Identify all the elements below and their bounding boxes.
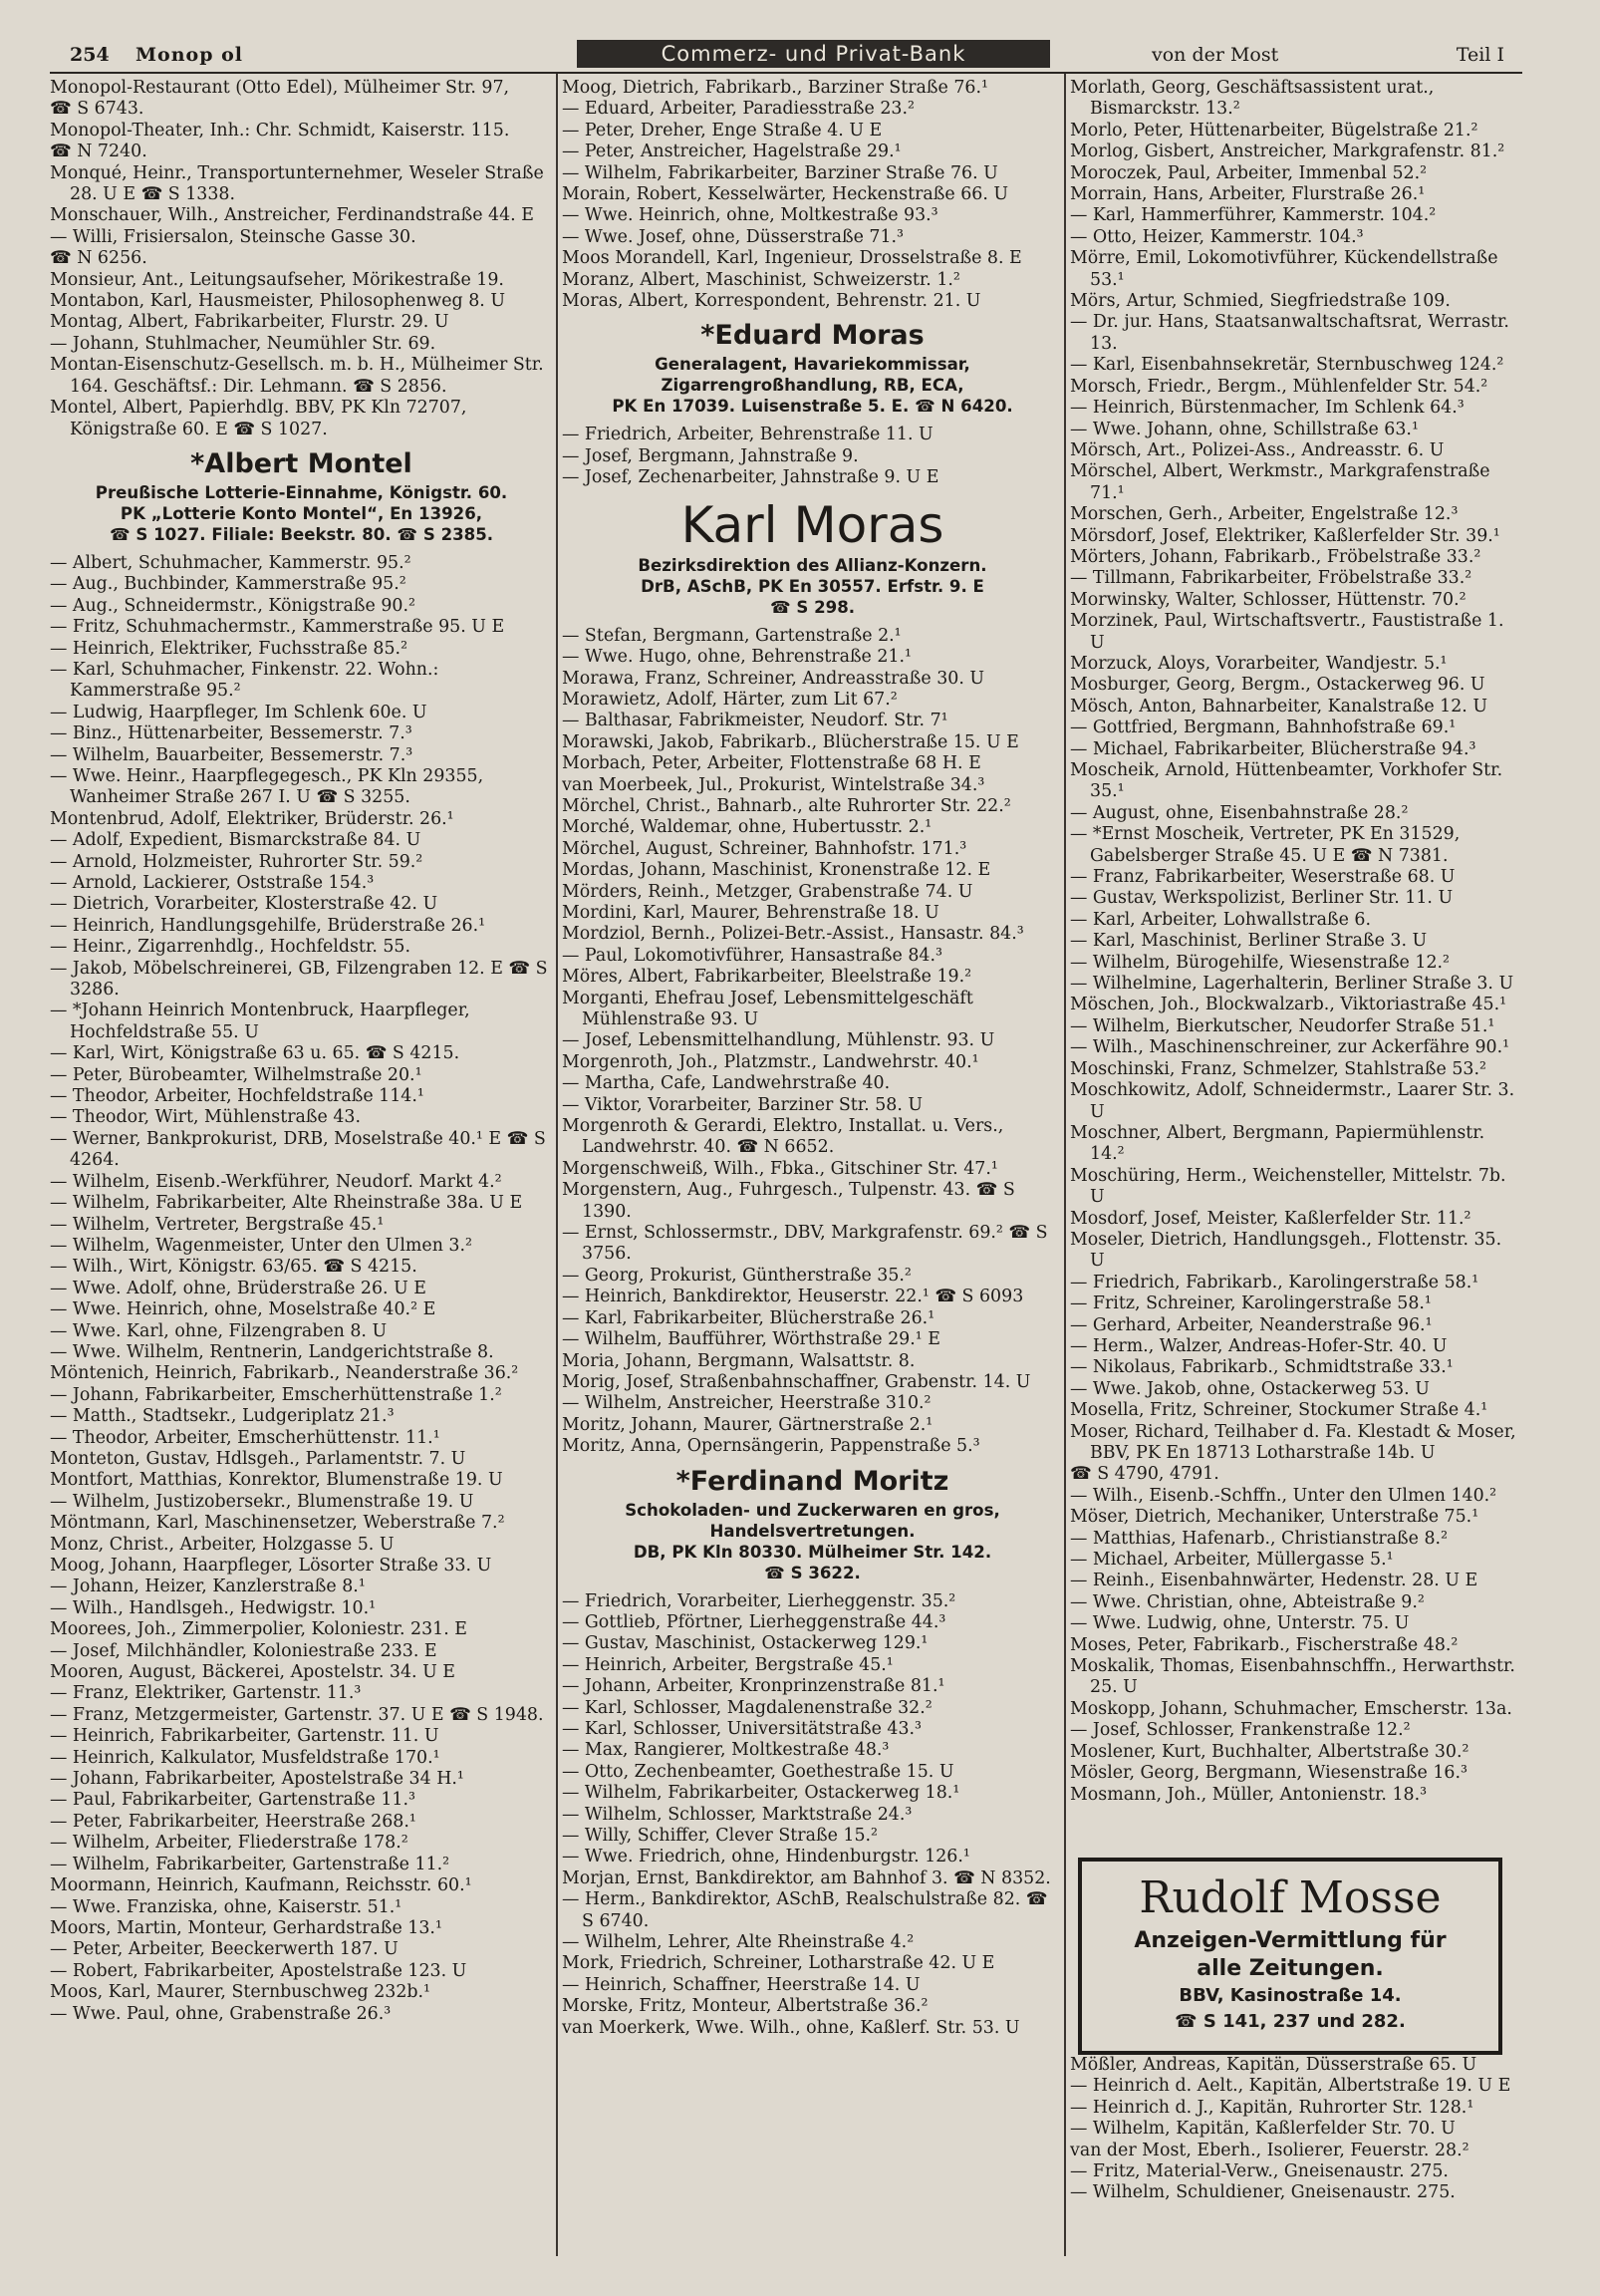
directory-entry: Morjan, Ernst, Bankdirektor, am Bahnhof 3. ☎ N 8352. bbox=[562, 1867, 1051, 1888]
directory-entry: — Wilhelm, Wagenmeister, Unter den Ulmen 3.² bbox=[50, 1235, 472, 1256]
directory-entry: ☎ S 4790, 4791. bbox=[1070, 1464, 1219, 1485]
directory-entry: Morawa, Franz, Schreiner, Andreasstraße 30. U bbox=[562, 668, 985, 689]
directory-entry: Moschüring, Herm., Weichensteller, Mittelstr. 7b. U bbox=[1070, 1165, 1506, 1208]
column-left bbox=[50, 78, 553, 2025]
directory-entry: — Johann, Fabrikarbeiter, Emscherhüttenstraße 1.² bbox=[50, 1384, 502, 1405]
directory-entry: — Heinrich, Fabrikarbeiter, Gartenstr. 11. U bbox=[50, 1726, 439, 1747]
directory-entry: — Johann, Stuhlmacher, Neumühler Str. 69. bbox=[50, 333, 436, 354]
ad-name: *Ferdinand Moritz bbox=[675, 1465, 949, 1497]
directory-entry: — Friedrich, Arbeiter, Behrenstraße 11. U bbox=[562, 425, 933, 445]
directory-entry: — Wilhelm, Bierkutscher, Neudorfer Straße 51.¹ bbox=[1070, 1015, 1495, 1036]
directory-entry: Montel, Albert, Papierhdlg. BBV, PK Kln 72707, Königstraße 60. E ☎ S 1027. bbox=[50, 398, 467, 439]
column-middle bbox=[562, 78, 1063, 2039]
column-divider bbox=[556, 74, 558, 2256]
advertisement-ad4 bbox=[562, 1464, 1063, 1583]
directory-entry: Monschauer, Wilh., Anstreicher, Ferdinandstraße 44. E bbox=[50, 205, 534, 226]
directory-entry: Moser, Richard, Teilhaber d. Fa. Klestadt & Moser, BBV, PK En 18713 Lotharstraße 14b. U bbox=[1070, 1421, 1516, 1463]
directory-entry: Moog, Johann, Haarpfleger, Lösorter Straße 33. U bbox=[50, 1556, 492, 1576]
directory-entry: — Wwe. Heinrich, ohne, Moselstraße 40.² E bbox=[50, 1299, 436, 1320]
directory-entry: — Wwe. Christian, ohne, Abteistraße 9.² bbox=[1070, 1591, 1425, 1612]
page-header bbox=[46, 40, 1520, 68]
directory-entry: Mooren, August, Bäckerei, Apostelstr. 34. U E bbox=[50, 1662, 455, 1683]
directory-entry: Mörters, Johann, Fabrikarb., Fröbelstraße 33.² bbox=[1070, 546, 1481, 567]
advertisement-ad2 bbox=[562, 318, 1063, 417]
running-head-left: Monop ol bbox=[135, 44, 243, 66]
directory-entry: — Michael, Arbeiter, Müllergasse 5.¹ bbox=[1070, 1550, 1394, 1571]
directory-entry: — Wwe. Franziska, ohne, Kaiserstr. 51.¹ bbox=[50, 1896, 402, 1917]
directory-entry: — Viktor, Vorarbeiter, Barziner Str. 58. U bbox=[562, 1094, 924, 1115]
directory-entry: van der Most, Eberh., Isolierer, Feuerstr. 28.² bbox=[1070, 2140, 1469, 2160]
directory-entry: Möser, Dietrich, Mechaniker, Unterstraße 75.¹ bbox=[1070, 1507, 1479, 1528]
directory-entry: Moos, Karl, Maurer, Sternbuschweg 232b.¹ bbox=[50, 1982, 431, 2003]
ad-line: Schokoladen- und Zuckerwaren en gros, bbox=[625, 1500, 1000, 1520]
ad-line: DrB, ASchB, PK En 30557. Erfstr. 9. E bbox=[641, 576, 984, 596]
directory-entry: Morché, Waldemar, ohne, Hubertusstr. 2.¹ bbox=[562, 817, 933, 838]
ad-line: DB, PK Kln 80330. Mülheimer Str. 142. bbox=[633, 1542, 992, 1562]
directory-entry: — Wilhelm, Fabrikarbeiter, Alte Rheinstraße 38a. U E bbox=[50, 1193, 523, 1214]
directory-entry: Moors, Martin, Monteur, Gerhardstraße 13.¹ bbox=[50, 1917, 442, 1938]
box-phone: ☎ S 141, 237 und 282. bbox=[1175, 2010, 1406, 2032]
directory-entry: — Heinrich, Bankdirektor, Heuserstr. 22.¹ ☎ S 6093 bbox=[562, 1287, 1024, 1307]
directory-entry: — Wilhelm, Eisenb.-Werkführer, Neudorf. Markt 4.² bbox=[50, 1171, 502, 1192]
directory-entry: — Heinrich, Elektriker, Fuchsstraße 85.² bbox=[50, 638, 408, 659]
directory-entry: — Wwe. Heinr., Haarpflegegesch., PK Kln 29355, Wanheimer Straße 267 I. U ☎ S 3255. bbox=[50, 765, 484, 808]
directory-entry: — Wilh., Handlsgeh., Hedwigstr. 10.¹ bbox=[50, 1597, 377, 1618]
ad-line: Handelsvertretungen. bbox=[709, 1521, 916, 1541]
directory-entry: — Theodor, Wirt, Mühlenstraße 43. bbox=[50, 1107, 361, 1128]
directory-entry: Moschkowitz, Adolf, Schneidermstr., Laarer Str. 3. U bbox=[1070, 1080, 1515, 1122]
directory-entry: — Wilhelm, Fabrikarbeiter, Barziner Straße 76. U bbox=[562, 162, 998, 183]
directory-entry: — Karl, Schlosser, Universitätstraße 43.³ bbox=[562, 1718, 923, 1739]
directory-entry: — Wilhelm, Baufführer, Wörthstraße 29.¹ E bbox=[562, 1329, 940, 1350]
directory-entry: — Wilhelm, Vertreter, Bergstraße 45.¹ bbox=[50, 1214, 385, 1235]
directory-entry: — Gottfried, Bergmann, Bahnhofstraße 69.¹ bbox=[1070, 718, 1457, 738]
directory-entry: — Josef, Milchhändler, Koloniestraße 233. E bbox=[50, 1640, 437, 1661]
directory-entry: Mordziol, Bernh., Polizei-Betr.-Assist., Hansastr. 84.³ bbox=[562, 924, 1024, 945]
ad-line: PK „Lotterie Konto Montel“, En 13926, bbox=[120, 503, 483, 523]
directory-entry: — Otto, Zechenbeamter, Goethestraße 15. U bbox=[562, 1761, 954, 1782]
directory-entry: — Wilh., Maschinenschreiner, zur Ackerfähre 90.¹ bbox=[1070, 1037, 1510, 1058]
running-head-right: von der Most bbox=[1152, 44, 1279, 66]
ad-name: Karl Moras bbox=[680, 495, 944, 554]
directory-entry: — Gerhard, Arbeiter, Neanderstraße 96.¹ bbox=[1070, 1314, 1433, 1335]
directory-entry: — Karl, Maschinist, Berliner Straße 3. U bbox=[1070, 931, 1428, 952]
ad-line: ☎ S 1027. Filiale: Beekstr. 80. ☎ S 2385. bbox=[109, 524, 494, 544]
directory-entry: Möschen, Joh., Blockwalzarb., Viktoriastraße 45.¹ bbox=[1070, 995, 1507, 1015]
directory-entry: — Wilhelm, Fabrikarbeiter, Gartenstraße 11.² bbox=[50, 1854, 450, 1874]
directory-entry: Moog, Dietrich, Fabrikarb., Barziner Straße 76.¹ bbox=[562, 78, 988, 98]
directory-entry: — Heinrich d. Aelt., Kapitän, Albertstraße 19. U E bbox=[1070, 2076, 1511, 2097]
directory-entry: Möntenich, Heinrich, Fabrikarb., Neanderstraße 36.² bbox=[50, 1363, 519, 1384]
directory-entry: — Heinrich, Bürstenmacher, Im Schlenk 64.³ bbox=[1070, 398, 1465, 419]
directory-entry: Mosella, Fritz, Schreiner, Stockumer Straße 4.¹ bbox=[1070, 1400, 1488, 1421]
directory-entry: Montag, Albert, Fabrikarbeiter, Flurstr. 29. U bbox=[50, 312, 449, 333]
directory-entry: Moses, Peter, Fabrikarb., Fischerstraße 48.² bbox=[1070, 1634, 1459, 1655]
ad-line: PK En 17039. Luisenstraße 5. E. ☎ N 6420. bbox=[612, 397, 1013, 417]
column-divider bbox=[1064, 74, 1066, 2256]
directory-entry: — Josef, Bergmann, Jahnstraße 9. bbox=[562, 445, 859, 466]
directory-entry: — Heinrich, Arbeiter, Bergstraße 45.¹ bbox=[562, 1654, 894, 1675]
directory-entry: — Wwe. Paul, ohne, Grabenstraße 26.³ bbox=[50, 2003, 392, 2024]
directory-entry: — Heinrich, Kalkulator, Musfeldstraße 170.¹ bbox=[50, 1747, 440, 1768]
directory-entry: Mörchel, Christ., Bahnarb., alte Ruhrorter Str. 22.² bbox=[562, 795, 1011, 816]
directory-entry: ☎ S 6743. bbox=[50, 99, 144, 120]
directory-entry: van Moerbeek, Jul., Prokurist, Wintelstraße 34.³ bbox=[562, 774, 985, 795]
directory-entry: — Wwe. Adolf, ohne, Brüderstraße 26. U E bbox=[50, 1278, 426, 1298]
directory-entry: — Martha, Cafe, Landwehrstraße 40. bbox=[562, 1073, 891, 1094]
directory-entry: Monz, Christ., Arbeiter, Holzgasse 5. U bbox=[50, 1534, 395, 1555]
directory-entry: Montabon, Karl, Hausmeister, Philosophenweg 8. U bbox=[50, 291, 505, 312]
directory-entry: ☎ N 6256. bbox=[50, 248, 147, 269]
directory-entry: Moritz, Johann, Maurer, Gärtnerstraße 2.¹ bbox=[562, 1414, 933, 1435]
directory-entry: — Wwe. Heinrich, ohne, Moltkestraße 93.³ bbox=[562, 205, 938, 226]
directory-entry: Morlog, Gisbert, Anstreicher, Markgrafenstr. 81.² bbox=[1070, 142, 1505, 162]
directory-entry: — Wilhelm, Bürogehilfe, Wiesenstraße 12.² bbox=[1070, 952, 1451, 973]
directory-entry: Morgenroth & Gerardi, Elektro, Installat. u. Vers., Landwehrstr. 40. ☎ N 6652. bbox=[562, 1116, 1004, 1158]
directory-entry: — Matth., Stadtsekr., Ludgeriplatz 21.³ bbox=[50, 1406, 395, 1427]
directory-entry: ☎ N 7240. bbox=[50, 142, 147, 162]
directory-entry: — Peter, Fabrikarbeiter, Heerstraße 268.¹ bbox=[50, 1811, 416, 1832]
directory-entry: Moscheik, Arnold, Hüttenbeamter, Vorkhofer Str. 35.¹ bbox=[1070, 760, 1503, 802]
directory-entry: — Wwe. Ludwig, ohne, Unterstr. 75. U bbox=[1070, 1613, 1410, 1634]
directory-entry: Morbach, Peter, Arbeiter, Flottenstraße 68 H. E bbox=[562, 753, 981, 774]
directory-entry: — Johann, Arbeiter, Kronprinzenstraße 81.¹ bbox=[562, 1676, 945, 1697]
ad-line: ☎ S 298. bbox=[769, 597, 856, 617]
directory-entry: Moorees, Joh., Zimmerpolier, Koloniestr. 231. E bbox=[50, 1619, 467, 1640]
directory-entry: — Franz, Elektriker, Gartenstr. 11.³ bbox=[50, 1683, 362, 1704]
directory-entry: — Josef, Zechenarbeiter, Jahnstraße 9. U E bbox=[562, 467, 939, 488]
box-addr: BBV, Kasinostraße 14. bbox=[1179, 1984, 1402, 2006]
directory-entry: — Karl, Schlosser, Magdalenenstraße 32.² bbox=[562, 1697, 933, 1718]
directory-entry: — Wwe. Friedrich, ohne, Hindenburgstr. 126.¹ bbox=[562, 1847, 970, 1867]
directory-entry: — Fritz, Schuhmachermstr., Kammerstraße 95. U E bbox=[50, 617, 505, 638]
directory-entry: — Aug., Schneidermstr., Königstraße 90.² bbox=[50, 595, 415, 616]
directory-entry: — Peter, Bürobeamter, Wilhelmstraße 20.¹ bbox=[50, 1064, 422, 1085]
bank-banner: Commerz- und Privat-Bank bbox=[577, 40, 1050, 68]
ad-line: Zigarrengroßhandlung, RB, ECA, bbox=[661, 376, 964, 396]
directory-entry: — Karl, Schuhmacher, Finkenstr. 22. Wohn.: Kammerstraße 95.² bbox=[50, 659, 439, 702]
directory-entry: — Karl, Hammerführer, Kammerstr. 104.² bbox=[1070, 205, 1437, 226]
directory-entry: — Wilhelm, Arbeiter, Fliederstraße 178.² bbox=[50, 1833, 408, 1854]
directory-entry: — Gottlieb, Pförtner, Lierheggenstraße 44.³ bbox=[562, 1611, 946, 1632]
directory-entry: — Dr. jur. Hans, Staatsanwaltschaftsrat, Werrastr. 13. bbox=[1070, 312, 1509, 354]
directory-entry: Monopol-Restaurant (Otto Edel), Mülheimer Str. 97, bbox=[50, 78, 510, 98]
directory-entry: — Wilh., Wirt, Königstr. 63/65. ☎ S 4215. bbox=[50, 1257, 417, 1278]
directory-entry: van Moerkerk, Wwe. Wilh., ohne, Kaßlerf. Str. 53. U bbox=[562, 2017, 1020, 2038]
directory-entry: — Matthias, Hafenarb., Christianstraße 8.² bbox=[1070, 1528, 1449, 1549]
directory-entry: — August, ohne, Eisenbahnstraße 28.² bbox=[1070, 802, 1409, 823]
directory-entry: — Peter, Dreher, Enge Straße 4. U E bbox=[562, 120, 883, 141]
directory-entry: — Ernst, Schlossermstr., DBV, Markgrafenstr. 69.² ☎ S 3756. bbox=[562, 1223, 1048, 1265]
directory-entry: — Nikolaus, Fabrikarb., Schmidtstraße 33.¹ bbox=[1070, 1357, 1454, 1378]
directory-entry: Moormann, Heinrich, Kaufmann, Reichsstr. 60.¹ bbox=[50, 1875, 472, 1896]
directory-entry: Moranz, Albert, Maschinist, Schweizerstr. 1.² bbox=[562, 269, 960, 290]
directory-entry: Moroczek, Paul, Arbeiter, Immenbal 52.² bbox=[1070, 162, 1428, 183]
directory-entry: — Theodor, Arbeiter, Hochfeldstraße 114.¹ bbox=[50, 1086, 424, 1107]
directory-entry: — Werner, Bankprokurist, DRB, Moselstraße 40.¹ E ☎ S 4264. bbox=[50, 1128, 546, 1171]
directory-entry: — Wilhelm, Schlosser, Marktstraße 24.³ bbox=[562, 1804, 913, 1825]
directory-entry: Mörs, Artur, Schmied, Siegfriedstraße 109. bbox=[1070, 291, 1451, 312]
directory-entry: Morgenstern, Aug., Fuhrgesch., Tulpenstr. 43. ☎ S 1390. bbox=[562, 1180, 1015, 1222]
directory-entry: Monopol-Theater, Inh.: Chr. Schmidt, Kaiserstr. 115. bbox=[50, 120, 510, 141]
directory-entry: — Eduard, Arbeiter, Paradiesstraße 23.² bbox=[562, 99, 915, 120]
directory-entry: — Franz, Fabrikarbeiter, Weserstraße 68. U bbox=[1070, 867, 1456, 888]
directory-entry: — Reinh., Eisenbahnwärter, Hedenstr. 28. U E bbox=[1070, 1571, 1478, 1591]
directory-entry: Morschen, Gerh., Arbeiter, Engelstraße 12.³ bbox=[1070, 504, 1459, 525]
directory-entry: Morsch, Friedr., Bergm., Mühlenfelder Str. 54.² bbox=[1070, 376, 1488, 397]
directory-entry: — Josef, Schlosser, Frankenstraße 12.² bbox=[1070, 1720, 1411, 1741]
directory-entry: — Otto, Heizer, Kammerstr. 104.³ bbox=[1070, 226, 1364, 247]
directory-entry: — Wwe. Wilhelm, Rentnerin, Landgerichtstraße 8. bbox=[50, 1341, 494, 1362]
directory-entry: Moos Morandell, Karl, Ingenieur, Drosselstraße 8. E bbox=[562, 248, 1022, 269]
directory-entry: — Theodor, Arbeiter, Emscherhüttenstr. 11.¹ bbox=[50, 1427, 440, 1448]
ad-line: Preußische Lotterie-Einnahme, Königstr. 60. bbox=[95, 482, 508, 502]
directory-entry: Morrain, Hans, Arbeiter, Flurstraße 26.¹ bbox=[1070, 184, 1426, 205]
directory-entry: Mörsdorf, Josef, Elektriker, Kaßlerfelder Str. 39.¹ bbox=[1070, 525, 1500, 546]
directory-entry: — Wilhelm, Anstreicher, Heerstraße 310.² bbox=[562, 1393, 932, 1414]
directory-entry: — Herm., Bankdirektor, ASchB, Realschulstraße 82. ☎ S 6740. bbox=[562, 1889, 1048, 1931]
directory-entry: — Gustav, Maschinist, Ostackerweg 129.¹ bbox=[562, 1633, 929, 1654]
directory-entry: Morlath, Georg, Geschäftsassistent urat., Bismarckstr. 13.² bbox=[1070, 78, 1435, 120]
directory-entry: — Fritz, Material-Verw., Gneisenaustr. 275. bbox=[1070, 2160, 1449, 2181]
directory-entry: Monteton, Gustav, Hdlsgeh., Parlamentstr. 7. U bbox=[50, 1448, 466, 1469]
directory-entry: — Fritz, Schreiner, Karolingerstraße 58.¹ bbox=[1070, 1293, 1432, 1314]
directory-entry: Morgenschweiß, Wilh., Fbka., Gitschiner Str. 47.¹ bbox=[562, 1158, 998, 1179]
directory-entry: — Heinrich, Handlungsgehilfe, Brüderstraße 26.¹ bbox=[50, 915, 486, 936]
directory-entry: Morganti, Ehefrau Josef, Lebensmittelgeschäft Mühlenstraße 93. U bbox=[562, 988, 973, 1029]
directory-entry: — Peter, Anstreicher, Hagelstraße 29.¹ bbox=[562, 142, 902, 162]
directory-entry: — Wwe. Karl, ohne, Filzengraben 8. U bbox=[50, 1320, 388, 1341]
directory-entry: — Aug., Buchbinder, Kammerstraße 95.² bbox=[50, 574, 406, 595]
directory-entry: — Wwe. Josef, ohne, Düsserstraße 71.³ bbox=[562, 226, 905, 247]
directory-entry: — Binz., Hüttenarbeiter, Bessemerstr. 7.³ bbox=[50, 723, 412, 744]
directory-entry: Mork, Friedrich, Schreiner, Lotharstraße 42. U E bbox=[562, 1953, 995, 1974]
directory-entry: Mösler, Georg, Bergmann, Wiesenstraße 16.³ bbox=[1070, 1763, 1467, 1784]
directory-entry: — Wilhelm, Lehrer, Alte Rheinstraße 4.² bbox=[562, 1932, 915, 1953]
directory-entry: — Josef, Lebensmittelhandlung, Mühlenstr. 93. U bbox=[562, 1030, 995, 1051]
directory-entry: Mößler, Andreas, Kapitän, Düsserstraße 65. U bbox=[1070, 2054, 1477, 2075]
ad-line: Bezirksdirektion des Allianz-Konzern. bbox=[638, 555, 987, 575]
box-title: Rudolf Mosse bbox=[1139, 1871, 1442, 1923]
directory-entry: — *Johann Heinrich Montenbruck, Haarpfleger, Hochfeldstraße 55. U bbox=[50, 1001, 470, 1042]
directory-entry: Montan-Eisenschutz-Gesellsch. m. b. H., Mülheimer Str. 164. Geschäftsf.: Dir. Lehmann. ☎ S 2856. bbox=[50, 355, 544, 397]
directory-entry: — Karl, Arbeiter, Lohwallstraße 6. bbox=[1070, 909, 1372, 930]
directory-entry: — Peter, Arbeiter, Beeckerwerth 187. U bbox=[50, 1939, 399, 1960]
advertisement-ad3 bbox=[562, 495, 1063, 618]
directory-entry: Mosdorf, Josef, Meister, Kaßlerfelder Str. 11.² bbox=[1070, 1208, 1471, 1229]
directory-entry: Morwinsky, Walter, Schlosser, Hüttenstr. 70.² bbox=[1070, 589, 1467, 610]
directory-entry: Mörchel, August, Schreiner, Bahnhofstr. 171.³ bbox=[562, 838, 967, 859]
directory-entry: — Friedrich, Vorarbeiter, Lierheggenstr. 35.² bbox=[562, 1590, 956, 1611]
directory-entry: Morawski, Jakob, Fabrikarb., Blücherstraße 15. U E bbox=[562, 731, 1019, 752]
directory-entry: Mörre, Emil, Lokomotivführer, Kückendellstraße 53.¹ bbox=[1070, 248, 1498, 290]
directory-entry: Möres, Albert, Fabrikarbeiter, Bleelstraße 19.² bbox=[562, 967, 972, 988]
directory-entry: Morlo, Peter, Hüttenarbeiter, Bügelstraße 21.² bbox=[1070, 120, 1478, 141]
directory-entry: — Jakob, Möbelschreinerei, GB, Filzengraben 12. E ☎ S 3286. bbox=[50, 958, 548, 1001]
directory-entry: — Wwe. Jakob, ohne, Ostackerweg 53. U bbox=[1070, 1378, 1430, 1399]
directory-entry: Morske, Fritz, Monteur, Albertstraße 36.² bbox=[562, 1996, 929, 2017]
directory-entry: Morgenroth, Joh., Platzmstr., Landwehrstr. 40.¹ bbox=[562, 1051, 979, 1072]
directory-entry: Moschner, Albert, Bergmann, Papiermühlenstr. 14.² bbox=[1070, 1122, 1485, 1165]
directory-entry: Morawietz, Adolf, Härter, zum Lit 67.² bbox=[562, 689, 898, 710]
directory-entry: — Johann, Heizer, Kanzlerstraße 8.¹ bbox=[50, 1577, 366, 1597]
directory-entry: — Heinr., Zigarrenhdlg., Hochfeldstr. 55. bbox=[50, 937, 411, 958]
box-sub2: alle Zeitungen. bbox=[1197, 1955, 1384, 1981]
directory-entry: — Wilhelm, Bauarbeiter, Bessemerstr. 7.³ bbox=[50, 744, 413, 765]
directory-entry: Moskopp, Johann, Schuhmacher, Emscherstr. 13a. bbox=[1070, 1698, 1512, 1719]
advertisement-ad1 bbox=[50, 446, 553, 545]
directory-entry: Moritz, Anna, Opernsängerin, Pappenstraße 5.³ bbox=[562, 1436, 980, 1457]
directory-entry: — Georg, Prokurist, Güntherstraße 35.² bbox=[562, 1265, 912, 1286]
directory-entry: Mordini, Karl, Maurer, Behrenstraße 18. U bbox=[562, 902, 939, 923]
directory-entry: — Johann, Fabrikarbeiter, Apostelstraße 34 H.¹ bbox=[50, 1769, 464, 1790]
directory-entry: — Herm., Walzer, Andreas-Hofer-Str. 40. U bbox=[1070, 1335, 1448, 1356]
directory-entry: Moskalik, Thomas, Eisenbahnschffn., Herwarthstr. 25. U bbox=[1070, 1656, 1515, 1698]
directory-entry: — Wilhelm, Schuldiener, Gneisenaustr. 275. bbox=[1070, 2182, 1456, 2203]
directory-entry: — Karl, Fabrikarbeiter, Blücherstraße 26.¹ bbox=[562, 1307, 935, 1328]
directory-entry: Morzuck, Aloys, Vorarbeiter, Wandjestr. 5.¹ bbox=[1070, 653, 1448, 674]
directory-entry: — Wwe. Johann, ohne, Schillstraße 63.¹ bbox=[1070, 419, 1419, 439]
directory-entry: Mörsch, Art., Polizei-Ass., Andreasstr. 6. U bbox=[1070, 439, 1445, 460]
directory-entry: — Arnold, Lackierer, Oststraße 154.³ bbox=[50, 873, 375, 893]
ad-line: ☎ S 3622. bbox=[764, 1563, 861, 1582]
ad-name: *Eduard Moras bbox=[700, 320, 925, 352]
directory-entry: — Wilh., Eisenb.-Schffn., Unter den Ulmen 140.² bbox=[1070, 1485, 1497, 1506]
directory-entry: Mosburger, Georg, Bergm., Ostackerweg 96. U bbox=[1070, 675, 1485, 696]
directory-entry: — Adolf, Expedient, Bismarckstraße 84. U bbox=[50, 830, 421, 851]
page-number: 254 bbox=[70, 44, 110, 66]
directory-entry: Monqué, Heinr., Transportunternehmer, Weseler Straße 28. U E ☎ S 1338. bbox=[50, 162, 544, 205]
directory-entry: — Tillmann, Fabrikarbeiter, Fröbelstraße 33.² bbox=[1070, 568, 1472, 589]
directory-entry: Morain, Robert, Kesselwärter, Heckenstraße 66. U bbox=[562, 184, 1009, 205]
directory-entry: — Dietrich, Vorarbeiter, Klosterstraße 42. U bbox=[50, 894, 438, 915]
directory-entry: — Franz, Metzgermeister, Gartenstr. 37. U E ☎ S 1948. bbox=[50, 1704, 544, 1725]
directory-entry: — Wilhelm, Fabrikarbeiter, Ostackerweg 18.¹ bbox=[562, 1783, 960, 1804]
directory-entry: — Paul, Fabrikarbeiter, Gartenstraße 11.³ bbox=[50, 1790, 415, 1811]
directory-entry: — Wilhelm, Kapitän, Kaßlerfelder Str. 70. U bbox=[1070, 2119, 1456, 2140]
directory-entry: — Robert, Fabrikarbeiter, Apostelstraße 123. U bbox=[50, 1960, 467, 1981]
box-sub1: Anzeigen-Vermittlung für bbox=[1134, 1927, 1447, 1953]
directory-entry: Montfort, Matthias, Konrektor, Blumenstraße 19. U bbox=[50, 1470, 503, 1491]
advertisement-box bbox=[1078, 1858, 1502, 2055]
directory-entry: — Willy, Schiffer, Clever Straße 15.² bbox=[562, 1826, 879, 1846]
directory-entry: Moschinski, Franz, Schmelzer, Stahlstraße 53.² bbox=[1070, 1058, 1486, 1079]
directory-entry: — Ludwig, Haarpfleger, Im Schlenk 60e. U bbox=[50, 702, 427, 722]
directory-entry: Moria, Johann, Bergmann, Walsattstr. 8. bbox=[562, 1350, 916, 1371]
directory-entry: — Max, Rangierer, Moltkestraße 48.³ bbox=[562, 1740, 890, 1761]
directory-entry: Morig, Josef, Straßenbahnschaffner, Grabenstr. 14. U bbox=[562, 1371, 1031, 1392]
directory-entry: Mösch, Anton, Bahnarbeiter, Kanalstraße 12. U bbox=[1070, 696, 1487, 717]
ad-line: Generalagent, Havariekommissar, bbox=[655, 355, 970, 375]
directory-entry: — Heinrich, Schaffner, Heerstraße 14. U bbox=[562, 1974, 921, 1995]
directory-entry: — Wwe. Hugo, ohne, Behrenstraße 21.¹ bbox=[562, 647, 913, 668]
directory-entry: Montenbrud, Adolf, Elektriker, Brüderstr. 26.¹ bbox=[50, 808, 454, 829]
column-right bbox=[1070, 78, 1520, 2204]
part-label: Teil I bbox=[1456, 44, 1504, 66]
directory-entry: — Paul, Lokomotivführer, Hansastraße 84.³ bbox=[562, 945, 942, 966]
directory-entry: — Friedrich, Fabrikarb., Karolingerstraße 58.¹ bbox=[1070, 1272, 1479, 1292]
directory-entry: Morzinek, Paul, Wirtschaftsvertr., Faustistraße 1. U bbox=[1070, 611, 1504, 653]
directory-entry: — Balthasar, Fabrikmeister, Neudorf. Str. 7¹ bbox=[562, 711, 948, 731]
directory-entry: — Karl, Wirt, Königstraße 63 u. 65. ☎ S 4215. bbox=[50, 1043, 460, 1064]
directory-entry: — Arnold, Holzmeister, Ruhrorter Str. 59.² bbox=[50, 851, 423, 872]
directory-entry: Mörders, Reinh., Metzger, Grabenstraße 74. U bbox=[562, 881, 973, 902]
directory-entry: Mordas, Johann, Maschinist, Kronenstraße 12. E bbox=[562, 860, 991, 881]
directory-entry: — Michael, Fabrikarbeiter, Blücherstraße 94.³ bbox=[1070, 738, 1476, 759]
directory-entry: — Wilhelmine, Lagerhalterin, Berliner Straße 3. U bbox=[1070, 974, 1514, 995]
directory-entry: — Wilhelm, Justizobersekr., Blumenstraße 19. U bbox=[50, 1491, 474, 1512]
directory-entry: Mörschel, Albert, Werkmstr., Markgrafenstraße 71.¹ bbox=[1070, 461, 1490, 503]
directory-entry: — Karl, Eisenbahnsekretär, Sternbuschweg 124.² bbox=[1070, 355, 1504, 376]
directory-entry: Möntmann, Karl, Maschinensetzer, Weberstraße 7.² bbox=[50, 1513, 505, 1534]
directory-entry: — Stefan, Bergmann, Gartenstraße 2.¹ bbox=[562, 625, 902, 646]
directory-entry: Mosmann, Joh., Müller, Antonienstr. 18.³ bbox=[1070, 1784, 1428, 1805]
ad-name: *Albert Montel bbox=[190, 447, 412, 479]
directory-entry: Monsieur, Ant., Leitungsaufseher, Mörikestraße 19. bbox=[50, 269, 504, 290]
directory-entry: — Heinrich d. J., Kapitän, Ruhrorter Str. 128.¹ bbox=[1070, 2097, 1474, 2118]
header-rule bbox=[50, 72, 1522, 74]
directory-entry: — *Ernst Moscheik, Vertreter, PK En 31529, Gabelsberger Straße 45. U E ☎ N 7381. bbox=[1070, 824, 1461, 866]
directory-entry: Moslener, Kurt, Buchhalter, Albertstraße 30.² bbox=[1070, 1741, 1469, 1762]
directory-entry: Moras, Albert, Korrespondent, Behrenstr. 21. U bbox=[562, 291, 981, 312]
directory-entry: Moseler, Dietrich, Handlungsgeh., Flottenstr. 35. U bbox=[1070, 1229, 1502, 1272]
directory-entry: — Gustav, Werkspolizist, Berliner Str. 11. U bbox=[1070, 888, 1454, 909]
directory-entry: — Albert, Schuhmacher, Kammerstr. 95.² bbox=[50, 552, 411, 573]
directory-entry: — Willi, Frisiersalon, Steinsche Gasse 30. bbox=[50, 226, 416, 247]
